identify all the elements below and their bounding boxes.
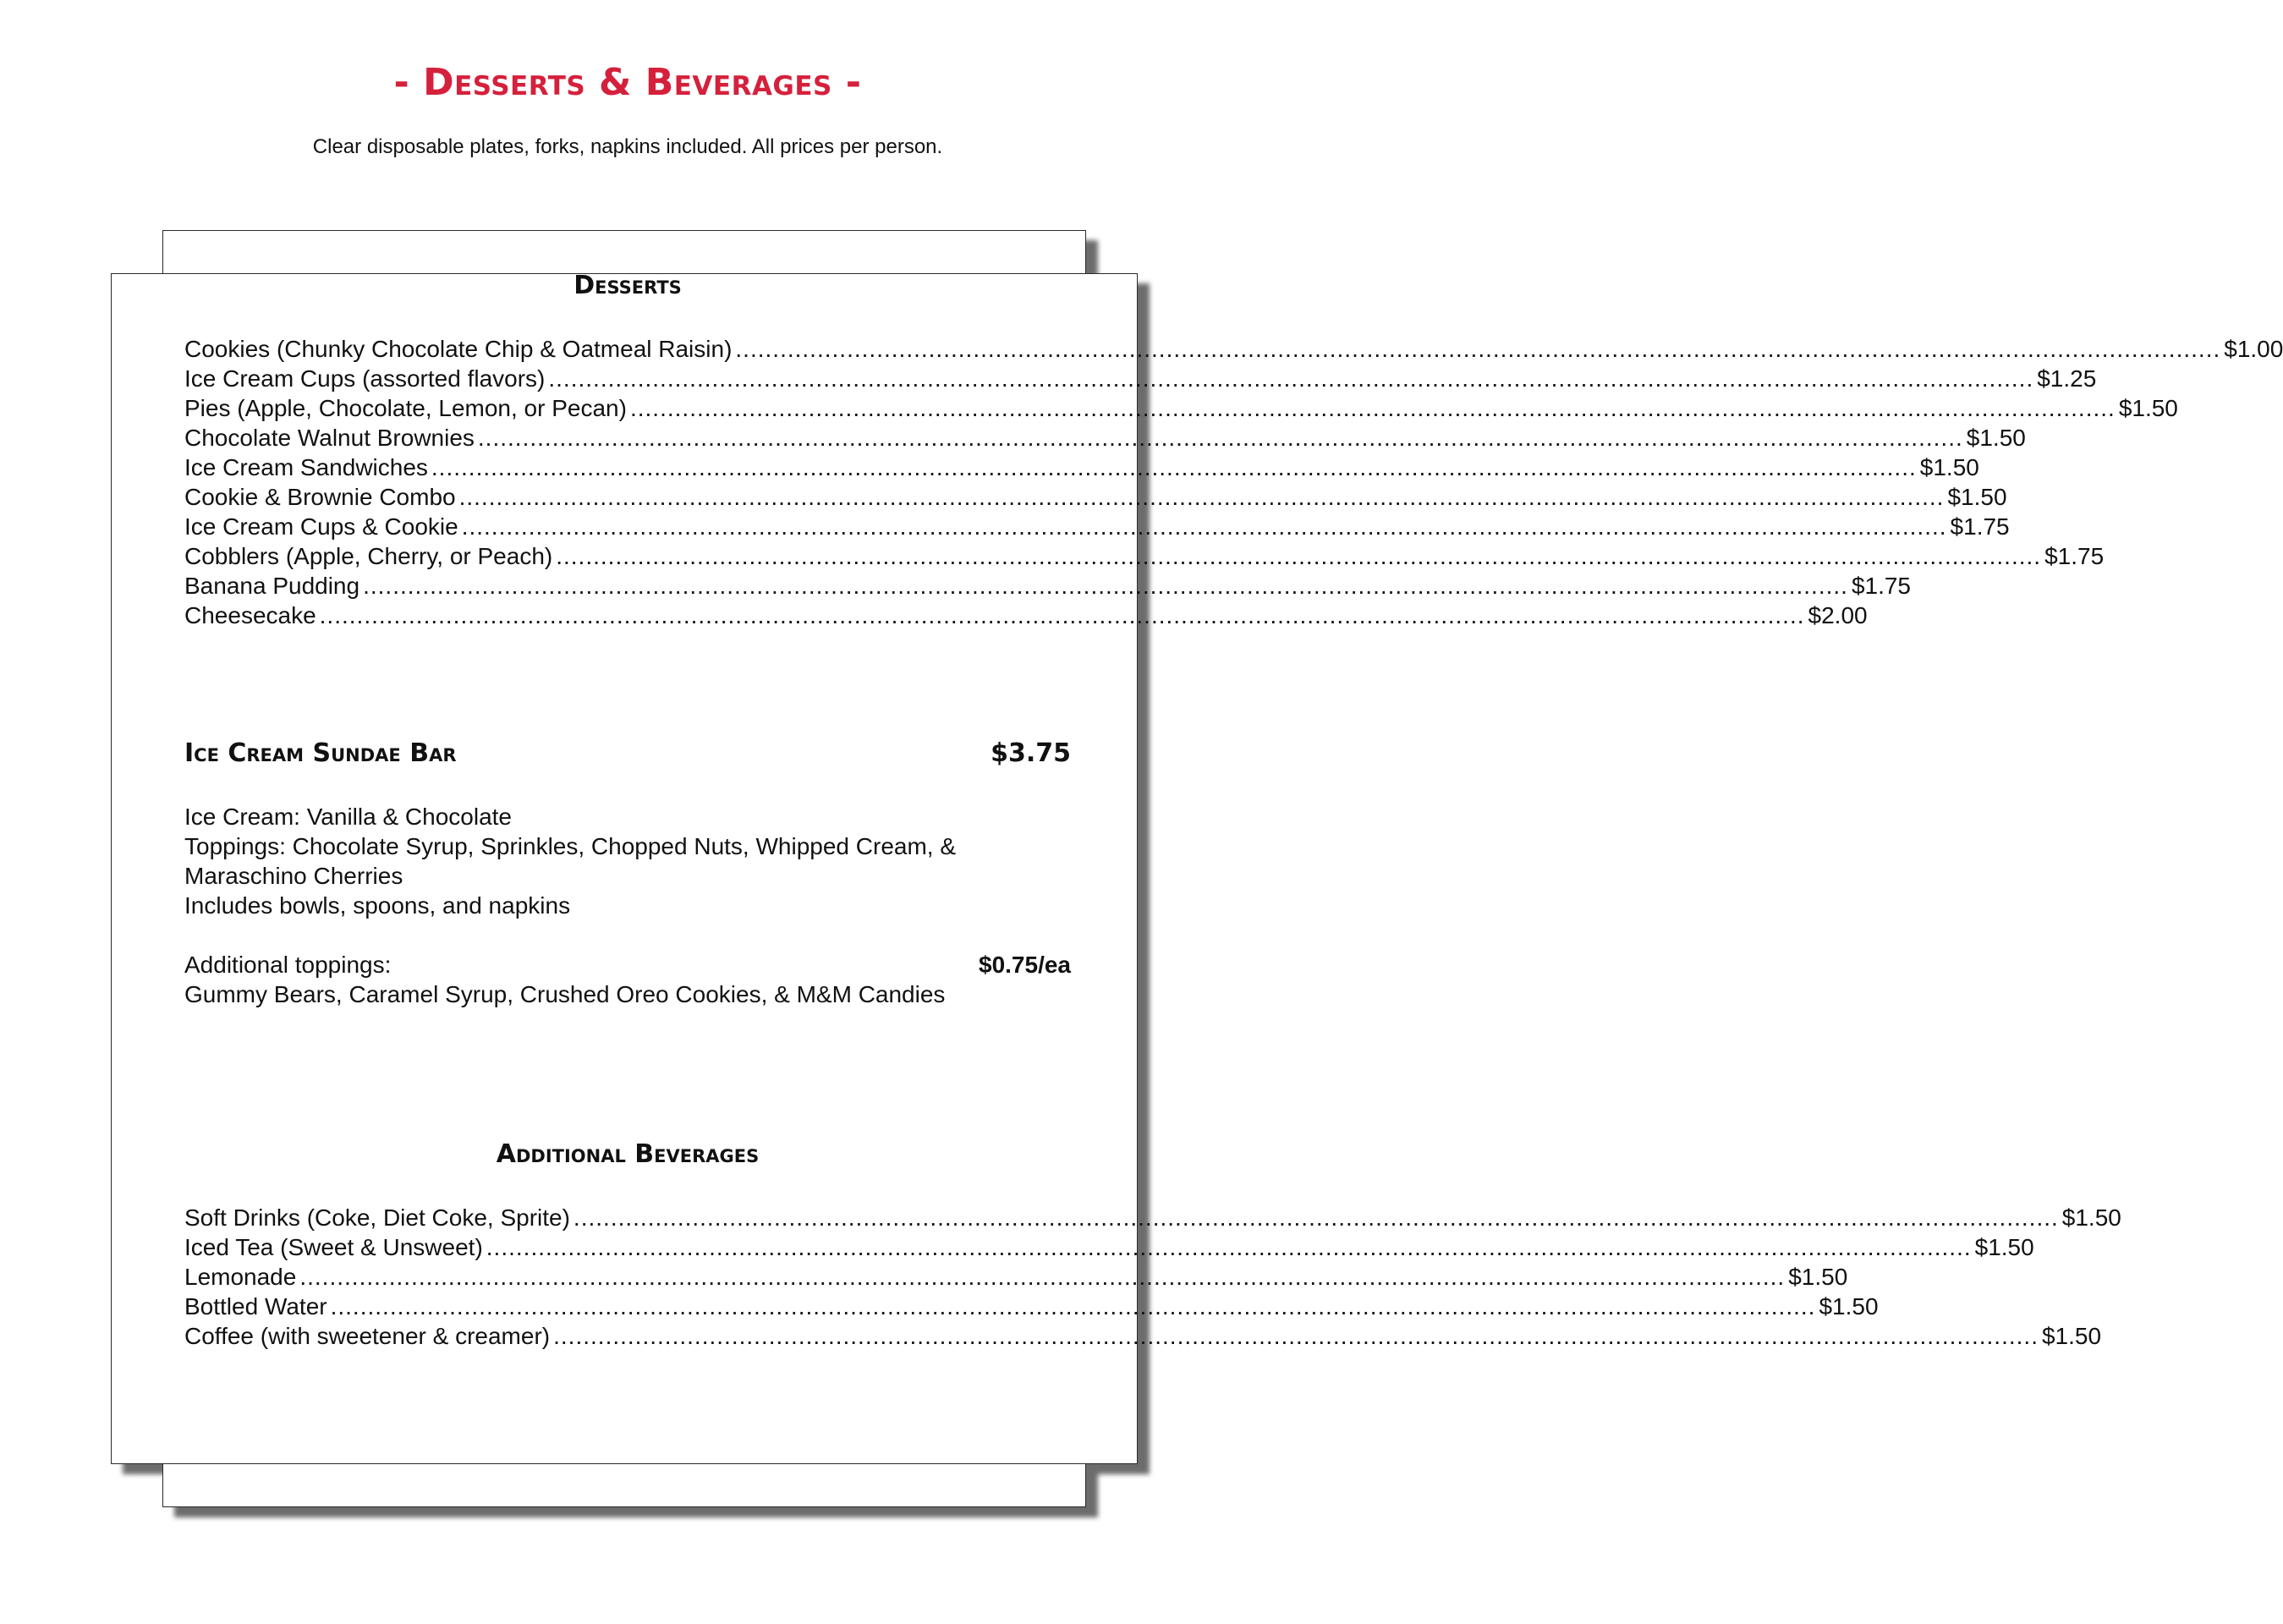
item-price: $1.25	[2037, 365, 2097, 392]
item-name: Chocolate Walnut Brownies	[184, 425, 475, 451]
menu-item	[184, 1321, 2102, 1351]
additional-toppings-list: Gummy Bears, Caramel Syrup, Crushed Oreo Cookies, & M&M Candies	[184, 981, 946, 1007]
leader-dots: ........................................................................................................................................................................................................	[573, 1204, 2059, 1231]
beverages-list	[184, 1203, 2121, 1351]
item-price: $2.00	[1808, 602, 1868, 628]
item-name: Banana Pudding	[184, 573, 360, 599]
menu-item	[184, 482, 2007, 512]
additional-toppings-price: $0.75/ea	[979, 952, 1071, 978]
leader-dots: ........................................................................................................................................................................................................	[629, 395, 2116, 421]
item-name: Soft Drinks (Coke, Diet Coke, Sprite)	[184, 1204, 570, 1231]
item-price: $1.75	[2044, 543, 2105, 569]
desserts-title: Desserts	[573, 271, 682, 300]
item-price: $1.50	[1919, 454, 1979, 480]
leader-dots: ........................................................................................................................................................................................................	[458, 484, 1945, 510]
menu-item	[184, 541, 2105, 571]
leader-dots: ........................................................................................................................................................................................................	[431, 454, 1917, 480]
sundae-price: $3.75	[991, 738, 1071, 768]
item-name: Cookies (Chunky Chocolate Chip & Oatmeal Raisin)	[184, 336, 733, 362]
leader-dots: ........................................................................................................................................................................................................	[548, 365, 2034, 392]
additional-toppings	[184, 950, 1071, 979]
additional-toppings-label: Additional toppings:	[184, 952, 392, 978]
menu-item	[184, 1292, 1879, 1321]
item-price: $1.75	[1851, 573, 1912, 599]
leader-dots: ........................................................................................................................................................................................................	[735, 336, 2221, 362]
item-price: $1.50	[2061, 1204, 2121, 1231]
item-name: Ice Cream Cups (assorted flavors)	[184, 365, 546, 392]
item-price: $1.75	[1950, 513, 2010, 540]
item-name: Cookie & Brownie Combo	[184, 484, 456, 510]
leader-dots: ........................................................................................................................................................................................................	[477, 425, 1963, 451]
leader-dots: ........................................................................................................................................................................................................	[461, 513, 1947, 540]
item-name: Iced Tea (Sweet & Unsweet)	[184, 1234, 483, 1260]
item-price: $1.50	[1966, 425, 2026, 451]
item-name: Bottled Water	[184, 1293, 327, 1320]
item-price: $1.50	[2118, 395, 2178, 421]
item-price: $1.50	[1974, 1234, 2034, 1260]
menu-item	[184, 1262, 1848, 1292]
item-name: Ice Cream Cups & Cookie	[184, 513, 458, 540]
menu-item	[184, 334, 2283, 364]
leader-dots: ........................................................................................................................................................................................................	[363, 573, 1848, 599]
beverages-title: Additional Beverages	[496, 1139, 760, 1169]
sundae-includes: Includes bowls, spoons, and napkins	[184, 892, 571, 919]
menu-item	[184, 571, 1912, 601]
item-name: Lemonade	[184, 1264, 297, 1290]
item-name: Coffee (with sweetener & creamer)	[184, 1323, 551, 1349]
item-price: $1.50	[1788, 1264, 1848, 1290]
page-subtitle: Clear disposable plates, forks, napkins included. All prices per person.	[312, 135, 943, 158]
menu-item	[184, 423, 2026, 453]
item-price: $1.50	[2041, 1323, 2102, 1349]
leader-dots: ........................................................................................................................................................................................................	[299, 1264, 1786, 1290]
sundae-title: Ice Cream Sundae Bar	[184, 738, 457, 768]
menu-item	[184, 512, 2010, 541]
leader-dots: ........................................................................................................................................................................................................	[486, 1234, 1972, 1260]
sundae-header	[184, 738, 1071, 768]
sundae-toppings-line-2: Maraschino Cherries	[184, 863, 403, 889]
sundae-ice-cream: Ice Cream: Vanilla & Chocolate	[184, 804, 512, 830]
menu-item	[184, 1203, 2121, 1232]
menu-item	[184, 393, 2178, 423]
page-title: - Desserts & Beverages -	[393, 61, 862, 104]
item-name: Ice Cream Sandwiches	[184, 454, 428, 480]
sundae-description	[184, 802, 1071, 920]
item-name: Pies (Apple, Chocolate, Lemon, or Pecan)	[184, 395, 627, 421]
menu-item	[184, 364, 2097, 393]
item-price: $1.00	[2224, 336, 2283, 362]
desserts-list	[184, 334, 2283, 630]
menu-content	[184, 271, 2283, 1351]
leader-dots: ........................................................................................................................................................................................................	[319, 602, 1805, 628]
item-name: Cheesecake	[184, 602, 316, 628]
sundae-toppings-line-1: Toppings: Chocolate Syrup, Sprinkles, Chopped Nuts, Whipped Cream, &	[184, 833, 957, 859]
leader-dots: ........................................................................................................................................................................................................	[556, 543, 2042, 569]
item-price: $1.50	[1947, 484, 2007, 510]
leader-dots: ........................................................................................................................................................................................................	[330, 1293, 1816, 1320]
item-name: Cobblers (Apple, Cherry, or Peach)	[184, 543, 553, 569]
menu-item	[184, 1232, 2034, 1262]
menu-item	[184, 601, 1868, 630]
leader-dots: ........................................................................................................................................................................................................	[553, 1323, 2039, 1349]
menu-item	[184, 453, 1979, 482]
item-price: $1.50	[1819, 1293, 1879, 1320]
